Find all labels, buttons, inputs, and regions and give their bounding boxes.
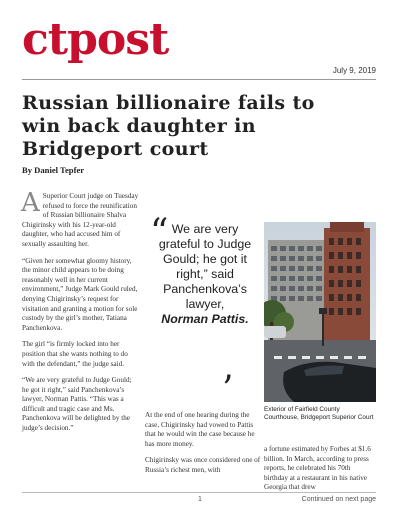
byline: By Daniel Tepfer [22,165,85,175]
photo-caption: Exterior of Fairfield County Courthouse, Bridgeport Superior Court [264,406,374,421]
continued-link[interactable]: Continued on next page [301,496,376,503]
header-divider [22,79,376,80]
pullquote-open-mark: “ [150,212,169,253]
page-number: 1 [198,496,202,503]
pullquote-attribution: Norman Pattis. [161,312,249,326]
footer-divider [22,492,376,493]
paragraph: The girl “is firmly locked into her position that she wants nothing to do with the defendant,” the judge said. [22,340,128,368]
pullquote-text: We are very grateful to Judge Gould; he got it right,” said Panchenkova’s lawyer, [158,222,252,311]
courthouse-illustration [264,222,376,402]
paragraph: Chigirinsky was once considered one of Russia’s richest men, with [145,456,261,474]
article-column-2 [145,411,263,483]
lead-text: Superior Court judge on Tuesday refused to force the reunification of Russian billionaire Shalva Chigirinsky with his 12-year-old daughter, who had accused him of sexually assaulting her. [22,192,139,248]
pullquote [150,222,260,327]
article-column-3 [264,445,376,493]
paragraph: “Given her somewhat gloomy history, the minor child appears to be doing reasonably well in her current environment,” Judge Mark Gould ruled, denying Chigirinsky’s request for visitation and granting a motion for sole custody by the girl’s mother, Tatiana Panchenkova. [22,256,138,332]
publish-date: July 9, 2019 [332,66,376,75]
article-column-1 [21,188,140,441]
article-headline: Russian billionaire fails to win back daughter in Bridgeport court [22,92,315,160]
paragraph: At the end of one hearing during the case, Chigirinsky had vowed to Pattis that he would win the case because he has more money. [145,411,255,448]
dropcap: A [21,188,40,218]
courthouse-photo[interactable] [264,222,376,402]
paragraph: a fortune estimated by Forbes at $1.6 billion. In March, according to press reports, he celebrated his 70th birthday at a restaurant in his native Georgia that drew [264,445,371,492]
masthead-logo[interactable]: ctpost [22,14,169,65]
lead-paragraph [21,188,140,250]
paragraph: “We are very grateful to Judge Gould; he got it right,” said Panchenkova’s lawyer, Norman Pattis. “This was a difficult and tragic case and Ms. Panchenkova will be delighted by the judge’s decision.” [22,376,132,433]
pullquote-close-mark: ’ [222,369,234,410]
